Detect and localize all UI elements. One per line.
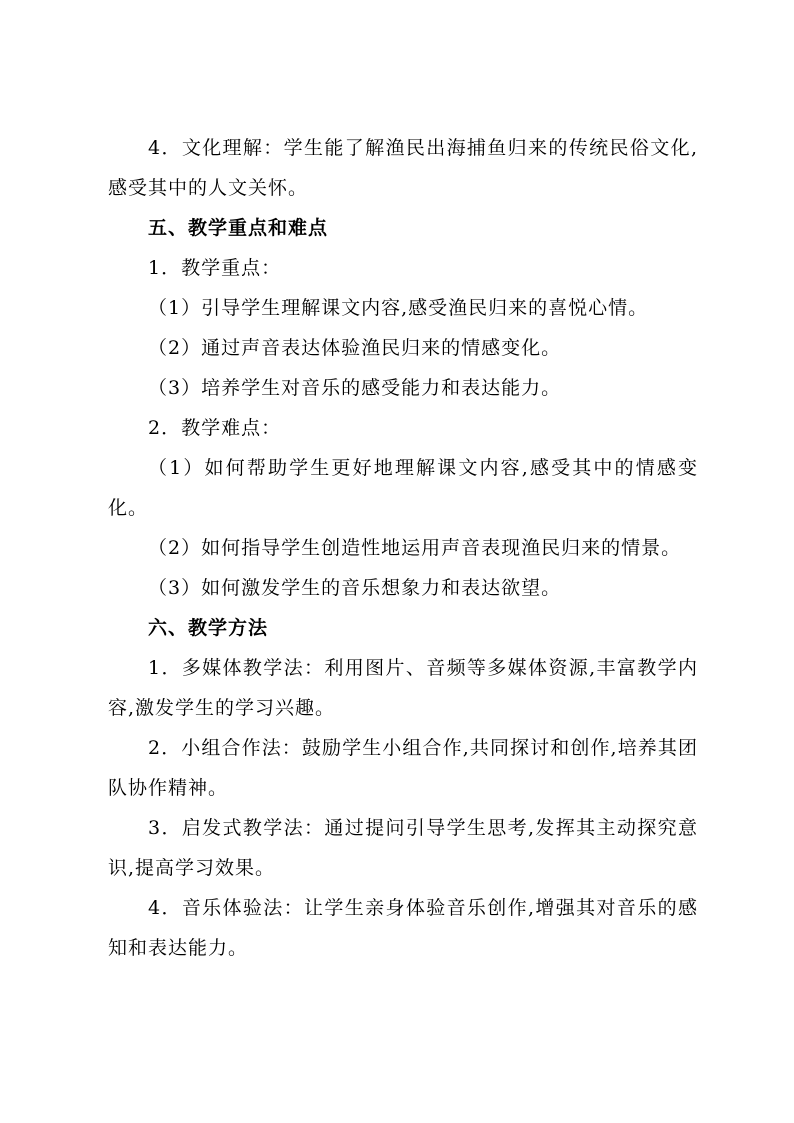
method-group-cooperation: 2．小组合作法：鼓励学生小组合作,共同探讨和创作,培养其团队协作精神。 xyxy=(108,737,698,799)
method-heuristic: 3．启发式教学法：通过提问引导学生思考,发挥其主动探究意识,提高学习效果。 xyxy=(108,817,698,879)
method-music-experience: 4．音乐体验法：让学生亲身体验音乐创作,增强其对音乐的感知和表达能力。 xyxy=(108,897,698,959)
subheading-teaching-difficulty: 2．教学难点： xyxy=(148,417,282,439)
method-multimedia: 1．多媒体教学法：利用图片、音频等多媒体资源,丰富教学内容,激发学生的学习兴趣。 xyxy=(108,657,698,719)
section-heading-teaching-methods: 六、教学方法 xyxy=(148,617,269,639)
difficulty-item-1: （1）如何帮助学生更好地理解课文内容,感受其中的情感变化。 xyxy=(108,457,698,519)
focus-item-1: （1）引导学生理解课文内容,感受渔民归来的喜悦心情。 xyxy=(148,297,649,319)
subheading-teaching-focus: 1．教学重点： xyxy=(148,257,282,279)
focus-item-3: （3）培养学生对音乐的感受能力和表达能力。 xyxy=(148,377,562,399)
document-page xyxy=(108,128,698,968)
section-heading-key-points: 五、教学重点和难点 xyxy=(148,217,329,239)
paragraph-culture-understanding: 4．文化理解：学生能了解渔民出海捕鱼归来的传统民俗文化,感受其中的人文关怀。 xyxy=(108,137,698,199)
focus-item-2: （2）通过声音表达体验渔民归来的情感变化。 xyxy=(148,337,562,359)
difficulty-item-3: （3）如何激发学生的音乐想象力和表达欲望。 xyxy=(148,577,562,599)
difficulty-item-2: （2）如何指导学生创造性地运用声音表现渔民归来的情景。 xyxy=(148,537,682,559)
